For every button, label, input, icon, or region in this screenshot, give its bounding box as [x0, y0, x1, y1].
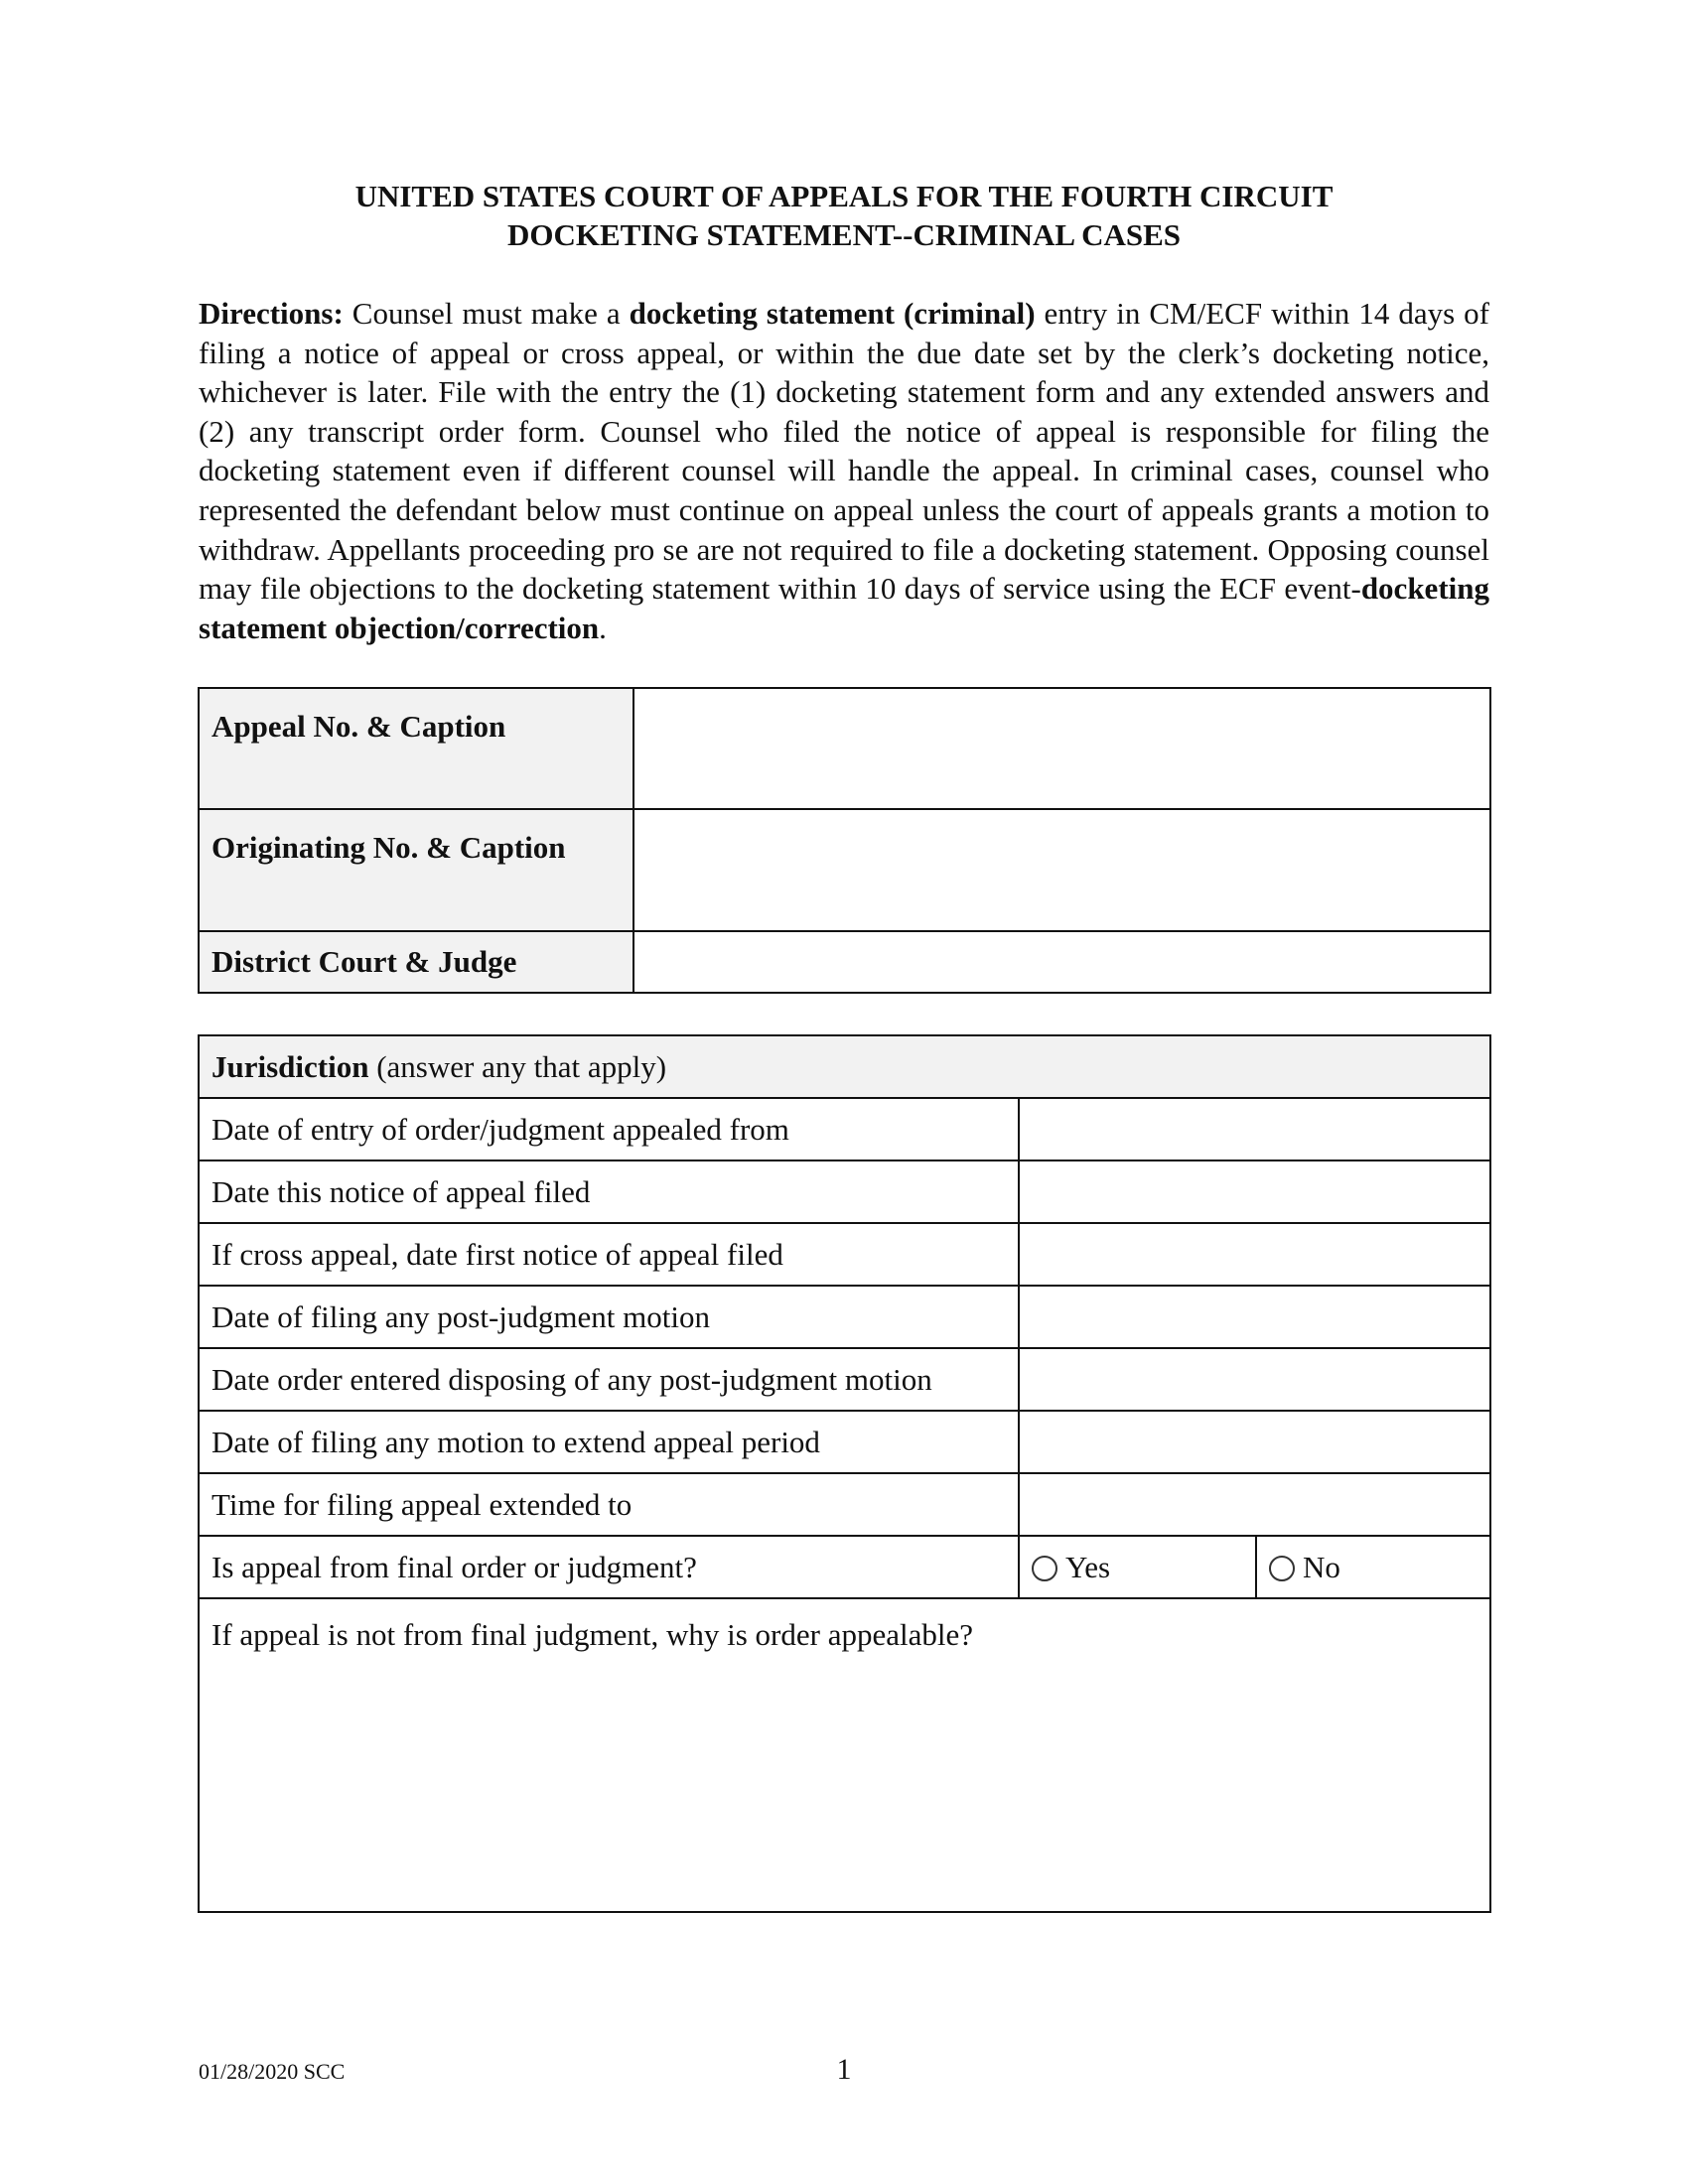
- answer-field[interactable]: [1019, 1286, 1490, 1348]
- appealable-answer-area[interactable]: [199, 1598, 1490, 1912]
- directions-text-1: Counsel must make a: [343, 296, 630, 331]
- jurisdiction-table: [198, 1034, 1491, 1913]
- jurisdiction-note: (answer any that apply): [368, 1048, 667, 1084]
- table-row: [199, 1098, 1490, 1160]
- originating-caption-field[interactable]: [633, 809, 1490, 931]
- appeal-caption-label: Appeal No. & Caption: [199, 688, 633, 809]
- appeal-caption-field[interactable]: [633, 688, 1490, 809]
- no-label: No: [1303, 1549, 1340, 1584]
- answer-field[interactable]: [1019, 1223, 1490, 1286]
- question-label: If cross appeal, date first notice of appeal filed: [199, 1223, 1019, 1286]
- page-number: 1: [836, 2053, 852, 2086]
- form-title: [0, 177, 1688, 254]
- caption-table: [198, 687, 1491, 994]
- yes-option[interactable]: [1019, 1536, 1256, 1598]
- table-row: [199, 688, 1490, 809]
- question-label: Date of filing any motion to extend appeal period: [199, 1411, 1019, 1473]
- originating-caption-label: Originating No. & Caption: [199, 809, 633, 931]
- court-name-heading: UNITED STATES COURT OF APPEALS FOR THE FOURTH CIRCUIT: [354, 179, 1334, 213]
- yes-label: Yes: [1065, 1549, 1111, 1584]
- question-label: Date order entered disposing of any post-judgment motion: [199, 1348, 1019, 1411]
- appealable-question: If appeal is not from final judgment, why is order appealable?: [211, 1617, 973, 1652]
- district-court-field[interactable]: [633, 931, 1490, 993]
- directions-text-3: .: [599, 610, 607, 645]
- directions-label: Directions:: [199, 296, 344, 331]
- directions-text-2: entry in CM/ECF within 14 days of filing a notice of appeal or cross appeal, or within the due date set by the clerk’s docketing notice, whichever is later. File with the entry the (1) docketing statement form and any extended answers and (2) any transcript order form. Counsel who filed the notice of appeal is responsible for filing the docketing statement even if different counsel will handle the appeal. In criminal cases, counsel who represented the defendant below must continue on appeal unless the court of appeals grants a motion to withdraw. Appellants proceeding pro se are not required to file a docketing statement. Opposing counsel may file objections to the docketing statement within 10 days of service using the ECF event-: [199, 296, 1489, 607]
- yes-radio[interactable]: [1032, 1556, 1057, 1581]
- table-row: [199, 1160, 1490, 1223]
- footer-date-code: 01/28/2020 SCC: [199, 2059, 346, 2084]
- directions-bold-event: docketing statement objection/correction: [199, 571, 1489, 645]
- table-row: [199, 1473, 1490, 1536]
- jurisdiction-heading: [199, 1035, 1490, 1098]
- answer-field[interactable]: [1019, 1473, 1490, 1536]
- question-label: Date of filing any post-judgment motion: [199, 1286, 1019, 1348]
- question-label: Date this notice of appeal filed: [199, 1160, 1019, 1223]
- question-label: Date of entry of order/judgment appealed from: [199, 1098, 1019, 1160]
- appealable-row: [199, 1598, 1490, 1912]
- jurisdiction-title: Jurisdiction: [211, 1048, 369, 1084]
- no-option[interactable]: [1256, 1536, 1490, 1598]
- final-order-question: Is appeal from final order or judgment?: [199, 1536, 1019, 1598]
- answer-field[interactable]: [1019, 1160, 1490, 1223]
- no-radio[interactable]: [1269, 1556, 1295, 1581]
- final-order-row: [199, 1536, 1490, 1598]
- answer-field[interactable]: [1019, 1348, 1490, 1411]
- table-row: [199, 931, 1490, 993]
- jurisdiction-header-row: [199, 1035, 1490, 1098]
- directions-bold-entry: docketing statement (criminal): [629, 296, 1036, 331]
- answer-field[interactable]: [1019, 1411, 1490, 1473]
- directions-paragraph: [199, 294, 1489, 647]
- table-row: [199, 809, 1490, 931]
- answer-field[interactable]: [1019, 1098, 1490, 1160]
- table-row: [199, 1223, 1490, 1286]
- table-row: [199, 1411, 1490, 1473]
- form-name-heading: DOCKETING STATEMENT--CRIMINAL CASES: [506, 217, 1182, 252]
- table-row: [199, 1348, 1490, 1411]
- question-label: Time for filing appeal extended to: [199, 1473, 1019, 1536]
- district-court-label: District Court & Judge: [199, 931, 633, 993]
- table-row: [199, 1286, 1490, 1348]
